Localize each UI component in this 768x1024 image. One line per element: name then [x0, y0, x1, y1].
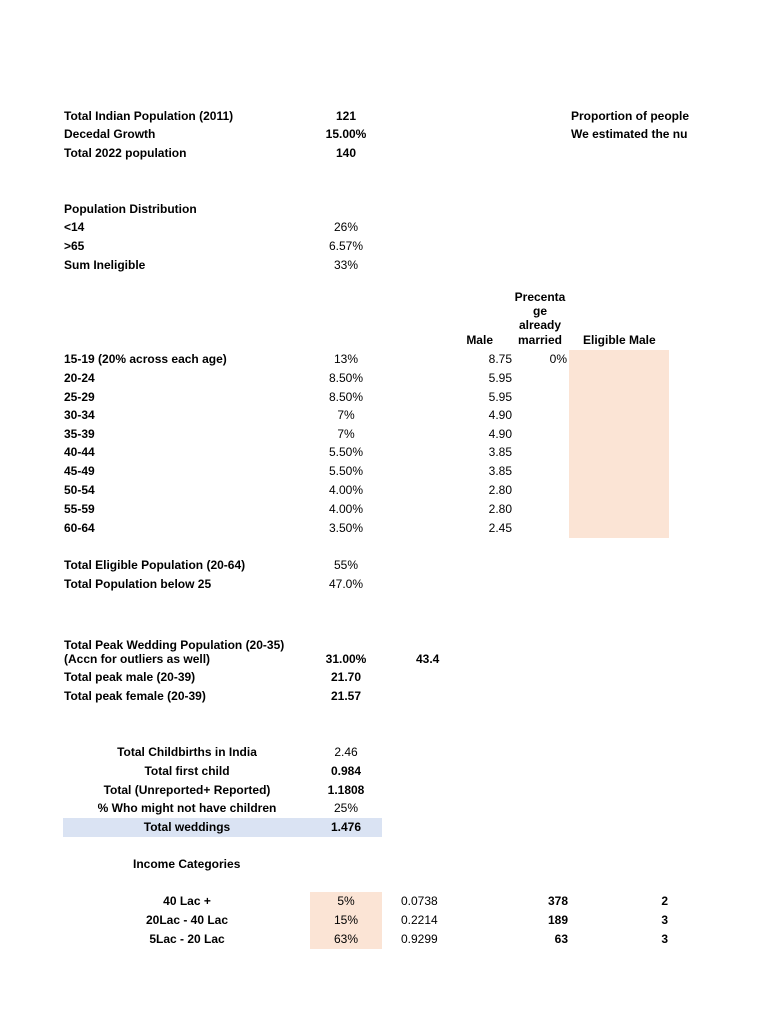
age-row-label: 50-54: [64, 483, 95, 497]
income-row-pct: 15%: [333, 913, 359, 927]
age-row-pct: 4.00%: [328, 502, 364, 516]
income-row-last: 3: [661, 913, 668, 927]
decadal-growth-value: 15.00%: [325, 127, 367, 141]
age-row-male: 3.85: [488, 445, 512, 459]
age-row-male: 4.90: [488, 408, 512, 422]
income-row-number: 189: [547, 913, 568, 927]
married-column-header-line: already: [518, 318, 562, 332]
peak-female-label: Total peak female (20-39): [64, 689, 206, 703]
income-row-value: 0.9299: [401, 932, 438, 946]
peak-female-value: 21.57: [330, 689, 362, 703]
age-row-label: 55-59: [64, 502, 95, 516]
decadal-growth-label: Decedal Growth: [64, 127, 156, 141]
male-column-header: Male: [466, 333, 493, 347]
births-value: 0.984: [330, 764, 362, 778]
age-row-pct: 7%: [337, 408, 355, 422]
peak-male-label: Total peak male (20-39): [64, 670, 196, 684]
income-row-pct: 5%: [337, 894, 355, 908]
married-column-header-line: married: [517, 333, 563, 347]
age-row-male: 2.80: [488, 483, 512, 497]
below-25-label: Total Population below 25: [64, 577, 212, 591]
age-row-pct: 8.50%: [328, 371, 364, 385]
age-row-label: 45-49: [64, 464, 95, 478]
peak-male-value: 21.70: [330, 670, 362, 684]
age-row-male: 5.95: [488, 371, 512, 385]
income-row-last: 3: [661, 932, 668, 946]
population-2022-value: 140: [335, 146, 357, 160]
distribution-value: 6.57%: [328, 239, 364, 253]
age-row-pct: 5.50%: [328, 445, 364, 459]
income-row-number: 378: [547, 894, 568, 908]
births-label: Total first child: [144, 764, 230, 778]
distribution-heading: Population Distribution: [64, 202, 197, 216]
births-label: % Who might not have children: [97, 801, 277, 815]
income-row-label: 40 Lac +: [163, 894, 211, 908]
married-column-header-line: ge: [532, 304, 547, 318]
total-population-label: Total Indian Population (2011): [64, 109, 234, 123]
births-label: Total Childbirths in India: [117, 745, 257, 759]
age-row-pct: 8.50%: [328, 390, 364, 404]
peak-wedding-pct: 31.00%: [325, 652, 367, 666]
income-row-pct: 63%: [333, 932, 359, 946]
income-row-label: 20Lac - 40 Lac: [145, 913, 229, 927]
distribution-label: Sum Ineligible: [64, 258, 146, 272]
age-row-pct: 13%: [333, 352, 359, 366]
peak-wedding-label-line-2: (Accn for outliers as well): [64, 652, 211, 666]
age-row-male: 3.85: [488, 464, 512, 478]
age-row-label: 35-39: [64, 427, 95, 441]
eligible-male-column-header: Eligible Male: [583, 333, 656, 347]
age-row-label: 30-34: [64, 408, 95, 422]
age-row-pct: 3.50%: [328, 521, 364, 535]
total-weddings-label: Total weddings: [143, 820, 231, 834]
income-row-value: 0.0738: [401, 894, 438, 908]
eligible-population-label: Total Eligible Population (20-64): [64, 558, 246, 572]
distribution-label: <14: [64, 220, 85, 234]
age-row-pct: 5.50%: [328, 464, 364, 478]
distribution-label: >65: [64, 239, 85, 253]
age-row-label: 25-29: [64, 390, 95, 404]
distribution-value: 26%: [333, 220, 359, 234]
income-row-value: 0.2214: [401, 913, 438, 927]
married-column-header-line: Precenta: [514, 290, 566, 304]
age-row-male: 8.75: [488, 352, 512, 366]
income-row-label: 5Lac - 20 Lac: [149, 932, 225, 946]
peak-wedding-count: 43.4: [416, 652, 440, 666]
age-row-male: 4.90: [488, 427, 512, 441]
income-row-number: 63: [554, 932, 568, 946]
note-line-2: We estimated the nu: [571, 127, 688, 141]
births-value: 2.46: [334, 745, 358, 759]
age-row-male: 5.95: [488, 390, 512, 404]
eligible-population-value: 55%: [333, 558, 359, 572]
note-line-1: Proportion of people: [571, 109, 689, 123]
age-row-label: 40-44: [64, 445, 95, 459]
peak-wedding-label-line-1: Total Peak Wedding Population (20-35): [64, 638, 285, 652]
population-2022-label: Total 2022 population: [64, 146, 187, 160]
income-row-last: 2: [661, 894, 668, 908]
eligible-male-shaded-cells: [569, 350, 669, 538]
age-row-pct: 7%: [337, 427, 355, 441]
births-value: 25%: [333, 801, 359, 815]
distribution-value: 33%: [333, 258, 359, 272]
age-row-male: 2.80: [488, 502, 512, 516]
age-row-label: 15-19 (20% across each age): [64, 352, 227, 366]
age-row-label: 20-24: [64, 371, 95, 385]
births-value: 1.1808: [327, 783, 365, 797]
total-population-value: 121: [335, 109, 357, 123]
births-label: Total (Unreported+ Reported): [103, 783, 271, 797]
total-weddings-value: 1.476: [330, 820, 362, 834]
age-row-male: 2.45: [488, 521, 512, 535]
below-25-value: 47.0%: [328, 577, 364, 591]
income-heading: Income Categories: [133, 857, 241, 871]
age-row-married: 0%: [549, 352, 567, 366]
age-row-label: 60-64: [64, 521, 95, 535]
age-row-pct: 4.00%: [328, 483, 364, 497]
